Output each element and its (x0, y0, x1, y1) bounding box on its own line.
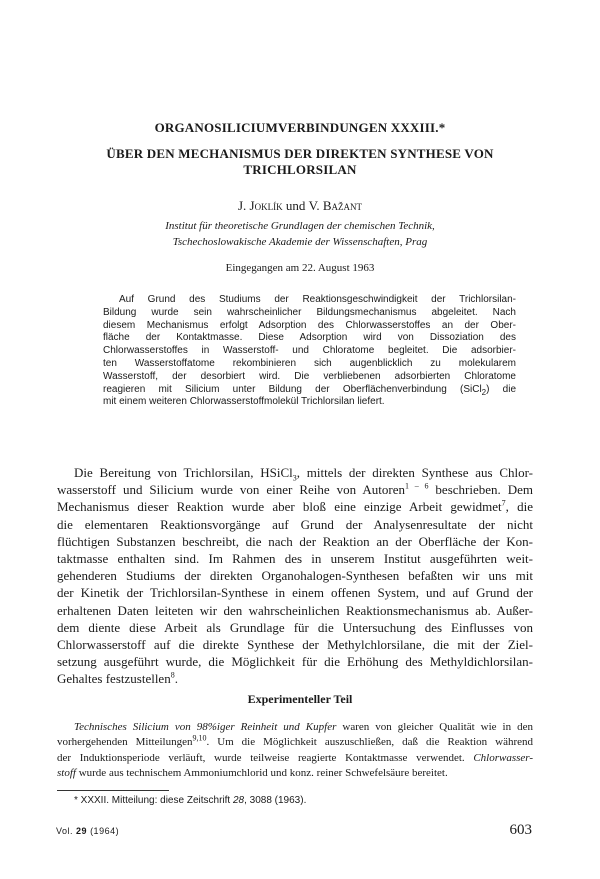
exp-text: vorhergehenden Mitteilungen (57, 736, 193, 749)
abstract-line: ten Wasserstoffatome rekombinieren sich augenblicklich zu molekularem (103, 357, 516, 369)
authors (0, 198, 600, 214)
body-text: , die (505, 499, 533, 515)
abstract-line: mit einem weiteren Chlorwasserstoffmolekül Trichlorsilan liefert. (103, 396, 385, 408)
body-line (57, 481, 533, 498)
article-title-line-2: ÜBER DEN MECHANISMUS DER DIREKTEN SYNTHESE VON (106, 146, 494, 161)
abstract (103, 294, 516, 409)
journal-volume-info (56, 826, 119, 836)
footnote (74, 795, 306, 806)
body-text: Gehaltes festzustellen (57, 671, 171, 687)
body-line: die elementaren Reaktionsvorgänge auf Grund der Analysenresultate der nicht (57, 516, 533, 532)
volume-label: Vol. (56, 826, 74, 836)
body-line (57, 464, 533, 481)
exp-italic-text: Technisches Silicium von 98%iger Reinheit und Kupfer (74, 721, 337, 733)
exp-line (57, 720, 533, 735)
abstract-text: ) die (486, 383, 516, 395)
footnote-text: * XXXII. Mitteilung: diese Zeitschrift (74, 795, 233, 806)
abstract-line (103, 384, 516, 397)
body-line: setzung ausgeführt wurde, die Möglichkeit für die Erhöhung des Methyldichlorsilan- (57, 654, 533, 670)
author-bazant: V. Bažant (308, 198, 362, 213)
body-line: dem diente diese Arbeit als Grundlage für die Untersuchung des Einflusses von (57, 619, 533, 635)
article-title-line-1: ORGANOSILICIUMVERBINDUNGEN XXXIII.* (154, 120, 446, 135)
abstract-line: Wasserstoff, der desorbiert wird. Die verbliebenen adsorbierten Chloratome (103, 370, 516, 382)
exp-italic-text: Chlorwasser- (473, 751, 533, 764)
footnote-text: , 3088 (1963). (244, 795, 307, 806)
body-line: flüchtigen Substanzen beschreibt, die nach der Reaktion an der Oberfläche der Kon- (57, 533, 533, 549)
author-conjunction: und (282, 198, 309, 213)
footnote-volume: 28 (232, 795, 245, 806)
body-text: , mittels der direkten Synthese aus Chlor- (296, 465, 534, 480)
institute-line-1: Institut für theoretische Grundlagen der chemischen Technik, (165, 220, 435, 232)
subscript: 3 (292, 473, 297, 483)
body-paragraph (57, 464, 533, 688)
exp-italic-text: stoff (57, 766, 76, 779)
exp-line (57, 751, 533, 766)
article-title-line-3: TRICHLORSILAN (243, 162, 357, 177)
institute-affiliation (0, 218, 600, 250)
experimental-paragraph (57, 720, 533, 781)
institute-line-2: Tschechoslowakische Akademie der Wissenschaften, Prag (172, 236, 428, 248)
body-text: Mechanismus dieser Reaktion wurde aber bloß eine einzige Arbeit gewidmet (57, 499, 502, 515)
subscript: 2 (481, 387, 487, 397)
reference-superscript: 8 (170, 671, 175, 681)
body-text: wasserstoff und Silicium wurde von einer Reihe von Autoren (57, 482, 405, 498)
reference-superscript: 9,10 (192, 733, 207, 743)
exp-text: wurde aus technischem Ammoniumchlorid und konz. reiner Schwefelsäure bereitet. (75, 766, 448, 779)
section-heading: Experimenteller Teil (247, 692, 353, 706)
body-line: taktmasse enthalten sind. Im Rahmen des in unserem Institut ausgeführten weit- (57, 551, 533, 567)
footnote-rule (57, 790, 169, 791)
body-text: beschrieben. Dem (428, 482, 534, 498)
body-line (57, 498, 533, 515)
abstract-line: Chlorwasserstoffes in Wasserstoff- und Chloratome begleitet. Die adsorbier- (103, 345, 516, 357)
exp-line (57, 766, 533, 781)
volume-number: 29 (76, 826, 88, 836)
body-line: erhaltenen Daten leiteten wir den wahrscheinlichen Reaktionsmechanismus ab. Außer- (57, 602, 533, 618)
exp-text: der Induktionsperiode verläuft, wurde teilweise reagierte Kontaktmasse verwendet. (57, 751, 474, 764)
abstract-line: Auf Grund des Studiums der Reaktionsgeschwindigkeit der Trichlorsilan- (119, 294, 516, 305)
body-line (57, 670, 533, 687)
author-joklik: J. Joklík (237, 198, 283, 213)
reference-superscript: 1 – 6 (405, 481, 429, 491)
abstract-text: reagieren mit Silicium unter Bildung der Oberflächenverbindung (SiCl (103, 383, 482, 395)
abstract-line: diesem Mechanismus erfolgt Adsorption des Chlorwasserstoffes an der Ober- (103, 319, 516, 331)
exp-text: . Um die Möglichkeit auszuschließen, daß die Reaktion während (206, 736, 534, 749)
body-text: Die Bereitung von Trichlorsilan, HSiCl (74, 465, 293, 480)
abstract-line: fläche der Kontaktmasse. Diese Adsorption wird von Dissoziation des (103, 332, 516, 344)
received-date: Eingegangen am 22. August 1963 (225, 262, 375, 274)
body-text: . (174, 671, 178, 687)
exp-text: waren von gleicher Qualität wie in den (336, 721, 533, 733)
page-number: 603 (509, 822, 532, 838)
body-line: der Kinetik der Trichlorsilan-Synthese in einem offenen System, und auf Grund der (57, 585, 533, 601)
body-line: Chlorwasserstoff auf die direkte Synthese der Methylchlorsilane, die mit der Ziel- (57, 637, 533, 653)
volume-year: (1964) (90, 826, 120, 836)
body-line: gehenderen Studiums der direkten Organohalogen-Synthesen befaßten wir uns mit (57, 568, 533, 584)
abstract-line: Bildung wurde sein wahrscheinlicher Bildungsmechanismus abgeleitet. Nach (103, 306, 516, 318)
reference-superscript: 7 (501, 499, 506, 509)
exp-line (57, 735, 533, 750)
